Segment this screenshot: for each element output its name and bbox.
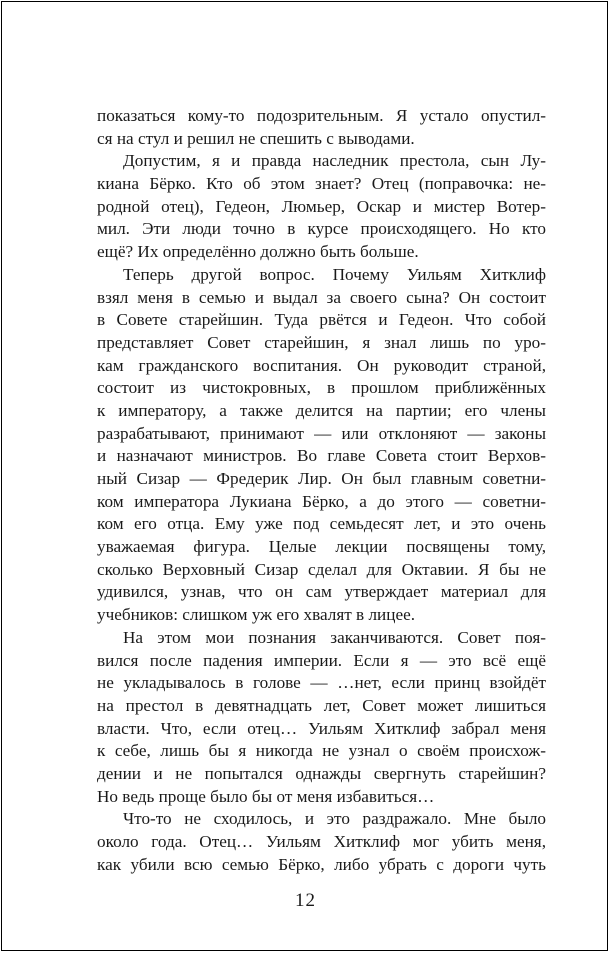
paragraph (97, 627, 546, 809)
text-line: кам гражданского воспитания. Он руководит страной, (97, 355, 546, 375)
text-line: как убили всю семью Бёрко, либо убрать с дороги чуть (97, 854, 546, 874)
text-line: ещё? Их определённо должно быть больше. (97, 242, 419, 262)
text-line: разрабатывают, принимают — или отклоняют — законы (97, 423, 546, 443)
text-line: мил. Эти люди точно в курсе происходящего. Но кто (97, 219, 546, 239)
text-line: вился после падения империи. Если я — это всё ещё (97, 650, 546, 670)
text-line: ком императора Лукиана Бёрко, а до этого — советни- (97, 491, 546, 511)
text-line: Допустим, я и правда наследник престола, сын Лу- (123, 151, 546, 171)
text-line: к себе, лишь бы я никогда не узнал о своём происхож- (97, 741, 546, 761)
text-line: ком его отца. Ему уже под семьдесят лет, и это очень (97, 514, 546, 534)
paragraph (97, 150, 546, 263)
page-number: 12 (295, 890, 316, 911)
text-line: дении и не попытался однажды свергнуть старейшин? (97, 763, 546, 783)
body-text (97, 105, 546, 876)
text-line: не укладывалось в голове — …нет, если принц взойдёт (97, 673, 546, 693)
text-line: показаться кому-то подозрительным. Я устало опустил- (97, 106, 546, 125)
text-line: ся на стул и решил не спешить с выводами. (97, 128, 415, 148)
text-line: Что-то не сходилось, и это раздражало. Мне было (123, 809, 546, 829)
paragraph (97, 264, 546, 627)
text-line: власти. Что, если отец… Уильям Хитклиф забрал меня (97, 718, 546, 738)
paragraph (97, 808, 546, 876)
text-line: На этом мои познания заканчиваются. Совет поя- (123, 627, 546, 647)
text-line: Теперь другой вопрос. Почему Уильям Хитклиф (123, 264, 546, 284)
text-line: взял меня в семью и выдал за своего сына? Он состоит (97, 287, 546, 307)
text-line: уважаемая фигура. Целые лекции посвящены тому, (97, 537, 546, 557)
text-line: представляет Совет старейшин, я знал лишь по уро- (97, 332, 546, 352)
text-line: состоит из чистокровных, в прошлом приближённых (97, 378, 546, 398)
text-line: учебников: слишком уж его хвалят в лицее. (97, 605, 415, 625)
text-line: киана Бёрко. Кто об этом знает? Отец (поправочка: не- (97, 174, 546, 194)
text-line: в Совете старейшин. Туда рвётся и Гедеон. Что собой (97, 310, 546, 330)
text-line: около года. Отец… Уильям Хитклиф мог убить меня, (97, 832, 546, 851)
text-line: удивился, узнав, что он сам утверждает материал для (97, 582, 546, 602)
text-line: к императору, а также делится на партии; его члены (97, 400, 546, 420)
text-line: родной отец), Гедеон, Люмьер, Оскар и мистер Вотер- (97, 196, 546, 216)
text-line: ный Сизар — Фредерик Лир. Он был главным советни- (97, 469, 546, 488)
text-line: на престол в девятнадцать лет, Совет может лишиться (97, 695, 546, 715)
text-line: сколько Верховный Сизар сделал для Октавии. Я бы не (97, 559, 546, 579)
paragraph (97, 105, 546, 150)
text-line: и назначают министров. Во главе Совета стоит Верхов- (97, 446, 546, 466)
text-line: Но ведь проще было бы от меня избавиться… (97, 786, 435, 806)
